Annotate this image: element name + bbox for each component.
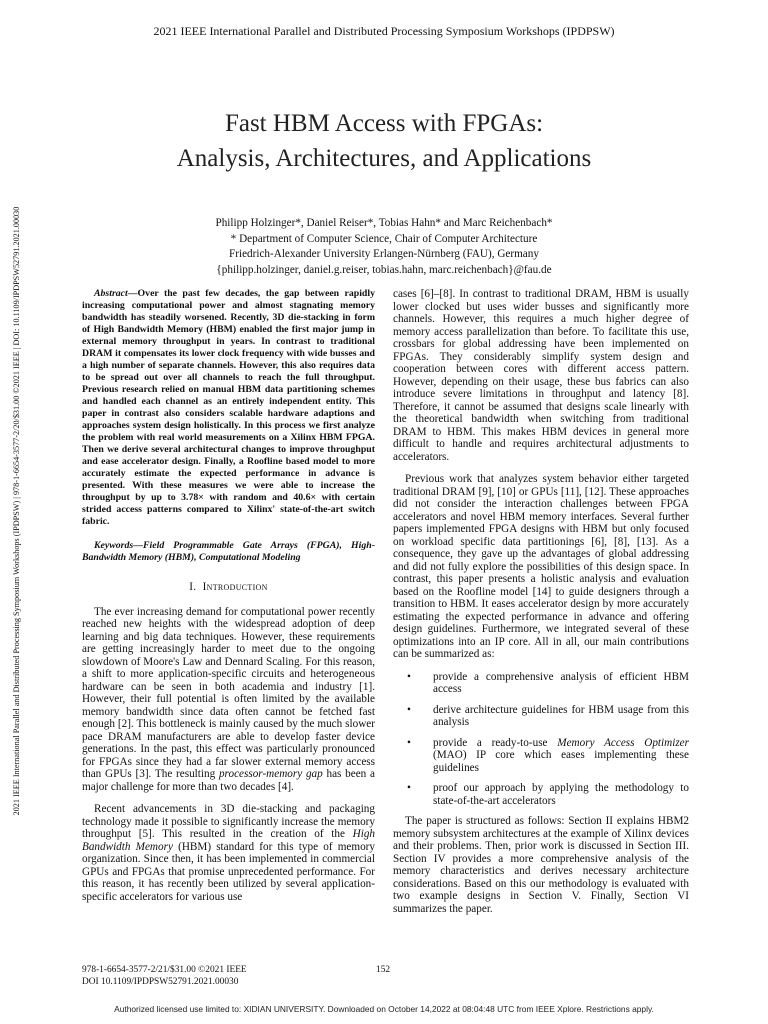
- contribution-text: derive architecture guidelines for HBM usage from this analysis: [433, 703, 689, 728]
- page-number: 152: [376, 965, 391, 975]
- intro-paragraph-2: [82, 803, 375, 903]
- intro-p2-text: Recent advancements in 3D die-stacking and packaging technology made it possible to significantly increase the memory throughput [5]. This resulted in the creation of the: [82, 803, 375, 840]
- footer-isbn: 978-1-6654-3577-2/21/$31.00 ©2021 IEEE: [82, 965, 247, 975]
- footer-identifiers: [82, 965, 247, 988]
- intro-paragraph-1: [82, 606, 375, 794]
- author-university: Friedrich-Alexander University Erlangen-Nürnberg (FAU), Germany: [229, 248, 539, 260]
- list-item: [393, 671, 689, 696]
- contribution-text: proof our approach by applying the methodology to state-of-the-art accelerators: [433, 782, 689, 807]
- paper-title: [0, 106, 768, 176]
- license-notice: Authorized licensed use limited to: XIDIAN UNIVERSITY. Downloaded on October 14,2022 at 08:04:48 UTC from IEEE Xplore. Restrictions apply.: [114, 1004, 654, 1014]
- keywords: [82, 540, 375, 564]
- title-line-1: Fast HBM Access with FPGAs:: [224, 110, 544, 137]
- bullet-icon: •: [407, 736, 411, 749]
- intro-p2-emphasis: High Bandwidth Memory: [82, 828, 375, 853]
- list-item: [393, 782, 689, 807]
- contribution-text-end: (MAO) IP core which eases implementing these guidelines: [433, 749, 689, 774]
- intro-paragraph-3: cases [6]–[8]. In contrast to traditional DRAM, HBM is usually lower clocked but uses wider busses and significantly more channels. However, this requires a much higher degree of memory access parallelization than before. To facilitate this use, crossbars for global addressing have been implemented on FPGAs. They considerably simplify system design and cooperation between cores with different access pattern. However, depending on their usage, these bus fabrics can also introduce severe limitations in throughput and latency [8]. Therefore, it cannot be assumed that designs scale linearly with the theoretical bandwidth when switching from traditional DRAM to HBM. This makes HBM devices in general more difficult to handle and requires architectural adjustments to accelerators.: [393, 288, 689, 463]
- author-emails: {philipp.holzinger, daniel.g.reiser, tobias.hahn, marc.reichenbach}@fau.de: [216, 263, 552, 276]
- intro-paragraph-5: The paper is structured as follows: Section II explains HBM2 memory subsystem architectures at the example of Xilinx devices and their problems. Then, prior work is discussed in Section III. Section IV provides a more comprehensive analysis of the memory characteristics and derives necessary architecture considerations. Based on this our methodology is evaluated with two example designs in Section V. Finally, Section VI summarizes the paper.: [393, 815, 689, 915]
- intro-paragraph-4: Previous work that analyzes system behavior either targeted traditional DRAM [9], [10] or GPUs [11], [12]. These approaches did not consider the interaction challenges between FPGA accelerators and novel HBM memory interfaces. Several further papers implemented FPGA designs with HBM but only focused on workload specific data partitionings [6], [8], [13]. As a consequence, they gave up the advantages of global addressing and did not fully explore the possibilities of this design space. In contrast, this paper presents a holistic analysis and evaluation based on the Roofline model [14] to guide designers through a transition to HBM. It eases accelerator design by more accurately estimating the expected performance in advance and offering design guidelines. Furthermore, we integrated several of these optimizations into an IP core. All in all, our main contributions can be summarized as:: [393, 473, 689, 660]
- conference-header: 2021 IEEE International Parallel and Distributed Processing Symposium Workshops (IPDPSW): [153, 24, 615, 38]
- bullet-icon: •: [407, 703, 411, 716]
- right-column: [393, 288, 689, 925]
- abstract-label: Abstract: [94, 288, 128, 299]
- contributions-list: [393, 671, 689, 808]
- contribution-text: provide a ready-to-use: [433, 736, 558, 749]
- author-block: [0, 216, 768, 278]
- section-title: Introduction: [202, 581, 268, 593]
- list-item: [393, 704, 689, 729]
- abstract-text: —Over the past few decades, the gap between rapidly increasing computational power and almost stagnating memory bandwidth has steadily worsened. Recently, 3D die-stacking in form of High Bandwidth Memory (HBM) enabled the first major jump in external memory throughput in years. In contrast to traditional DRAM it compensates its lower clock frequency with wide busses and a high number of separate channels. However, this also requires data to be spread out over all channels to reach the full throughput. Previous research relied on manual HBM data partitioning schemes and handled each channel as an entirely independent entity. This paper in contrast also considers scalable hardware adaptions and approaches system design holistically. In this process we first analyze the problem with real world measurements on a Xilinx HBM FPGA. Then we derive several architectural changes to improve throughput and ease accelerator design. Finally, a Roofline based model to more accurately estimate the expected performance in advance is presented. With these measures we were able to increase the throughput by up to 3.78× with random and 40.6× with certain strided access patterns compared to Xilinx' state-of-the-art switch fabric.: [82, 288, 375, 527]
- author-department: * Department of Computer Science, Chair of Computer Architecture: [230, 232, 538, 245]
- left-column: [82, 288, 375, 913]
- contribution-emphasis: Memory Access Optimizer: [557, 736, 689, 749]
- bullet-icon: •: [407, 782, 411, 794]
- section-heading-introduction: [82, 581, 375, 594]
- intro-p1-text-end: has been a major challenge for more than two decades [4].: [82, 768, 375, 793]
- title-line-2: Analysis, Architectures, and Applications: [176, 145, 592, 172]
- keywords-label: Keywords: [94, 540, 134, 551]
- intro-p2-text-end: (HBM) standard for this type of memory organization. Since then, it has been implemented in commercial GPUs and FPGAs that promise unprecedented performance. For this reason, it has recently been utilized by several application-specific accelerators for various use: [82, 840, 375, 903]
- footer-doi: DOI 10.1109/IPDPSW52791.2021.00030: [82, 976, 239, 987]
- section-number: I.: [189, 581, 197, 593]
- list-item: [393, 737, 689, 775]
- contribution-text: provide a comprehensive analysis of efficient HBM access: [433, 670, 689, 695]
- keywords-text: —Field Programmable Gate Arrays (FPGA), High-Bandwidth Memory (HBM), Computational Modeling: [82, 540, 375, 563]
- author-names: Philipp Holzinger*, Daniel Reiser*, Tobias Hahn* and Marc Reichenbach*: [215, 217, 553, 229]
- intro-p1-emphasis: processor-memory gap: [218, 768, 323, 780]
- bullet-icon: •: [407, 670, 411, 683]
- intro-p1-text: The ever increasing demand for computational power recently reached new heights with the widespread adoption of deep learning and big data techniques. However, these requirements are getting increasingly harder to meet due to the ongoing slowdown of Moore's Law and Dennard Scaling. For this reason, a shift to more application-specific circuits and heterogeneous hardware can be seen in both academia and industry [1]. However, their full potential is often limited by the available memory bandwidth since data often cannot be fetched fast enough [2]. This bottleneck is mainly caused by the much slower pace DRAM manufacturers are able to develop faster device generations. In the past, this effect was particularly pronounced for FPGAs since they had a far slower external memory access than GPUs [3]. The resulting: [82, 605, 375, 780]
- sidebar-citation-text: 2021 IEEE International Parallel and Distributed Processing Symposium Workshops (IPDPSW) | 978-1-6654-3577-2/20/$31.00 ©2021 IEEE | DOI: 10.1109/IPDPSW52791.2021.00030: [12, 206, 21, 816]
- abstract: [82, 288, 375, 528]
